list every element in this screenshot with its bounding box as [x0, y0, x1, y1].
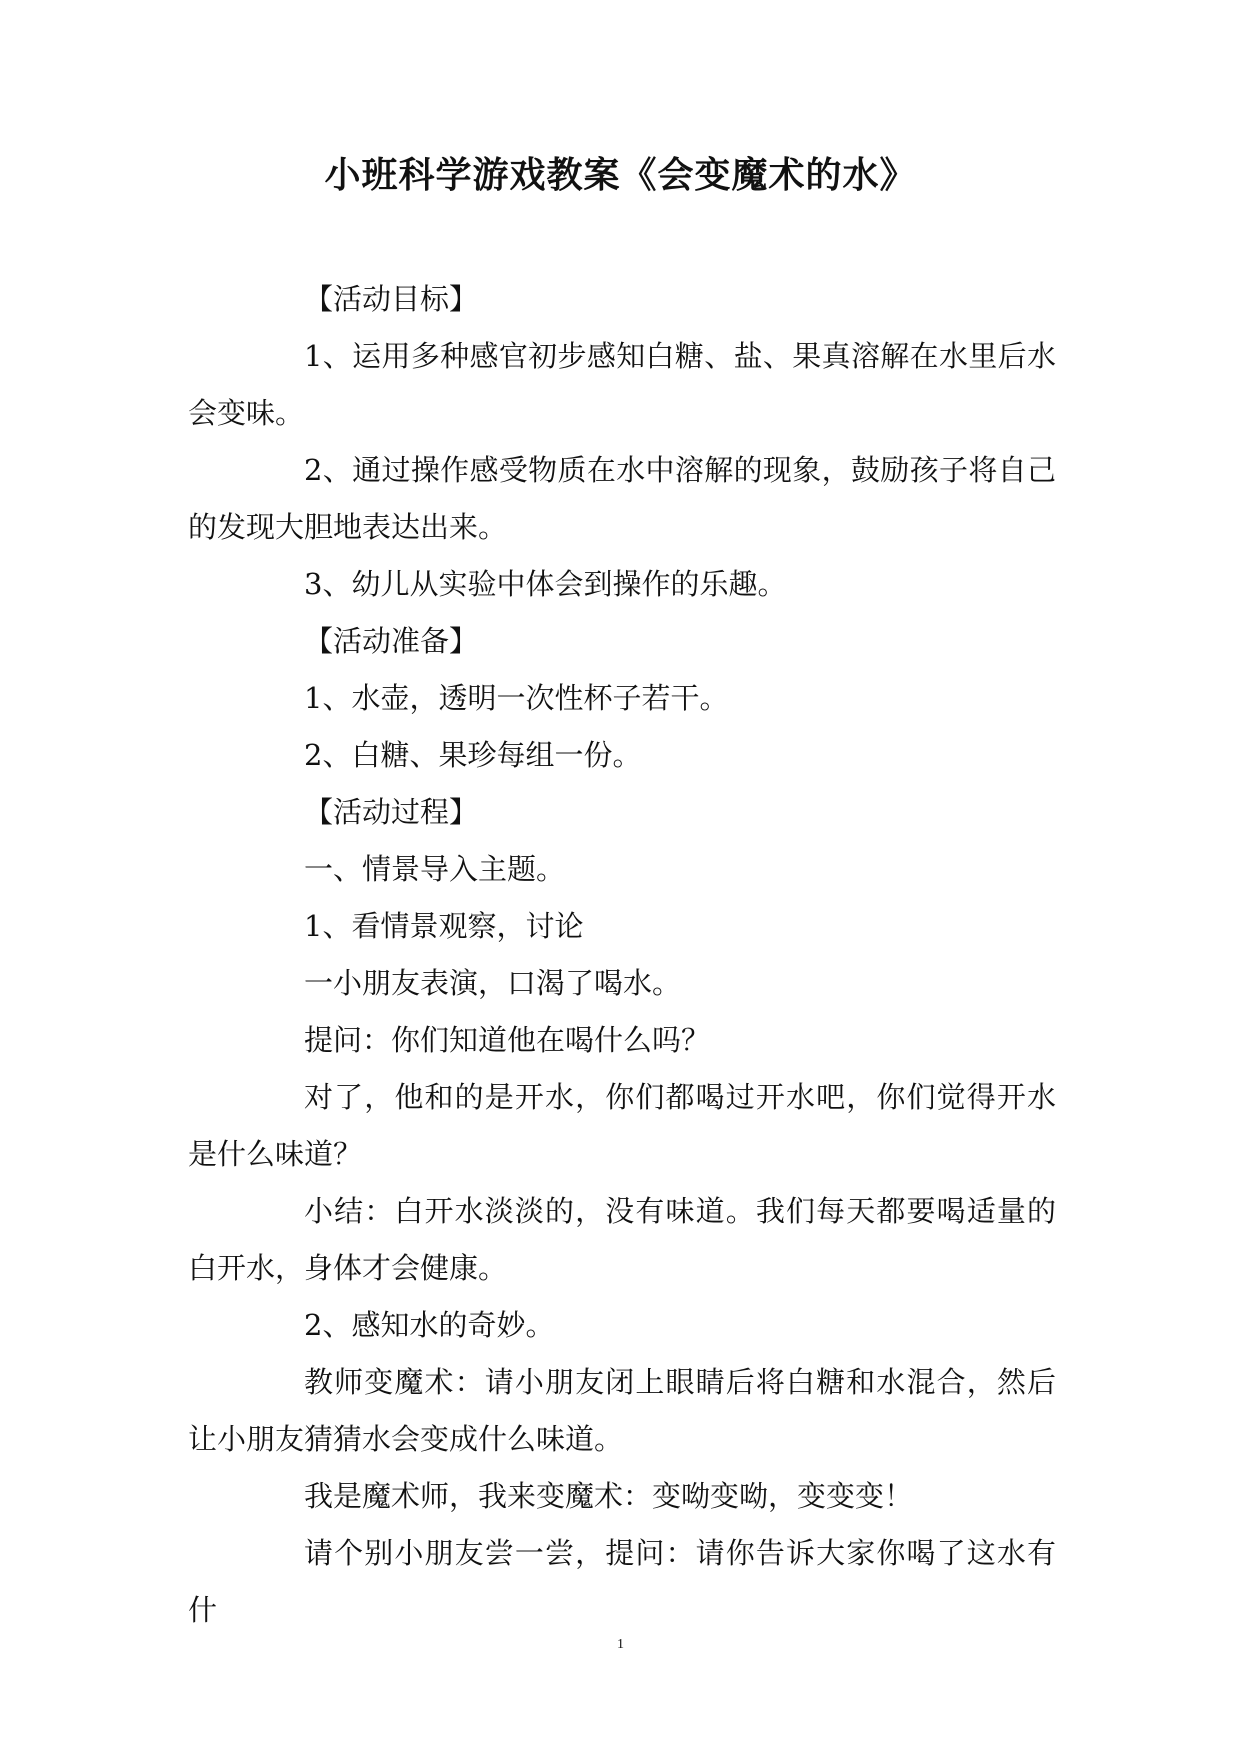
paragraph: 1、看情景观察，讨论	[304, 909, 584, 943]
paragraph: 请个别小朋友尝一尝，提问：请你告诉大家你喝了这水有什	[188, 1536, 1056, 1627]
paragraph: 1、运用多种感官初步感知白糖、盐、果真溶解在水里后水会变味。	[188, 339, 1056, 430]
paragraph: 对了，他和的是开水，你们都喝过开水吧，你们觉得开水是什么味道？	[188, 1080, 1056, 1171]
document-title: 小班科学游戏教案《会变魔术的水》	[324, 154, 917, 196]
paragraph: 2、通过操作感受物质在水中溶解的现象，鼓励孩子将自己的发现大胆地表达出来。	[188, 453, 1056, 544]
paragraph: 3、幼儿从实验中体会到操作的乐趣。	[304, 567, 787, 601]
paragraph: 2、感知水的奇妙。	[304, 1308, 555, 1342]
paragraph: 教师变魔术：请小朋友闭上眼睛后将白糖和水混合，然后让小朋友猜猜水会变成什么味道。	[188, 1365, 1056, 1456]
document-body	[188, 271, 1056, 1639]
paragraph: 【活动准备】	[304, 624, 479, 658]
paragraph: 【活动过程】	[304, 795, 479, 829]
page-number: 1	[617, 1637, 624, 1652]
paragraph: 【活动目标】	[304, 282, 479, 316]
paragraph: 2、白糖、果珍每组一份。	[304, 738, 642, 772]
paragraph: 小结：白开水淡淡的，没有味道。我们每天都要喝适量的白开水，身体才会健康。	[188, 1194, 1056, 1285]
paragraph: 提问：你们知道他在喝什么吗？	[304, 1023, 711, 1057]
paragraph: 一、情景导入主题。	[304, 852, 566, 886]
paragraph: 我是魔术师，我来变魔术：变呦变呦，变变变！	[304, 1479, 914, 1513]
paragraph: 1、水壶，透明一次性杯子若干。	[304, 681, 729, 715]
paragraph: 一小朋友表演，口渴了喝水。	[304, 966, 682, 1000]
